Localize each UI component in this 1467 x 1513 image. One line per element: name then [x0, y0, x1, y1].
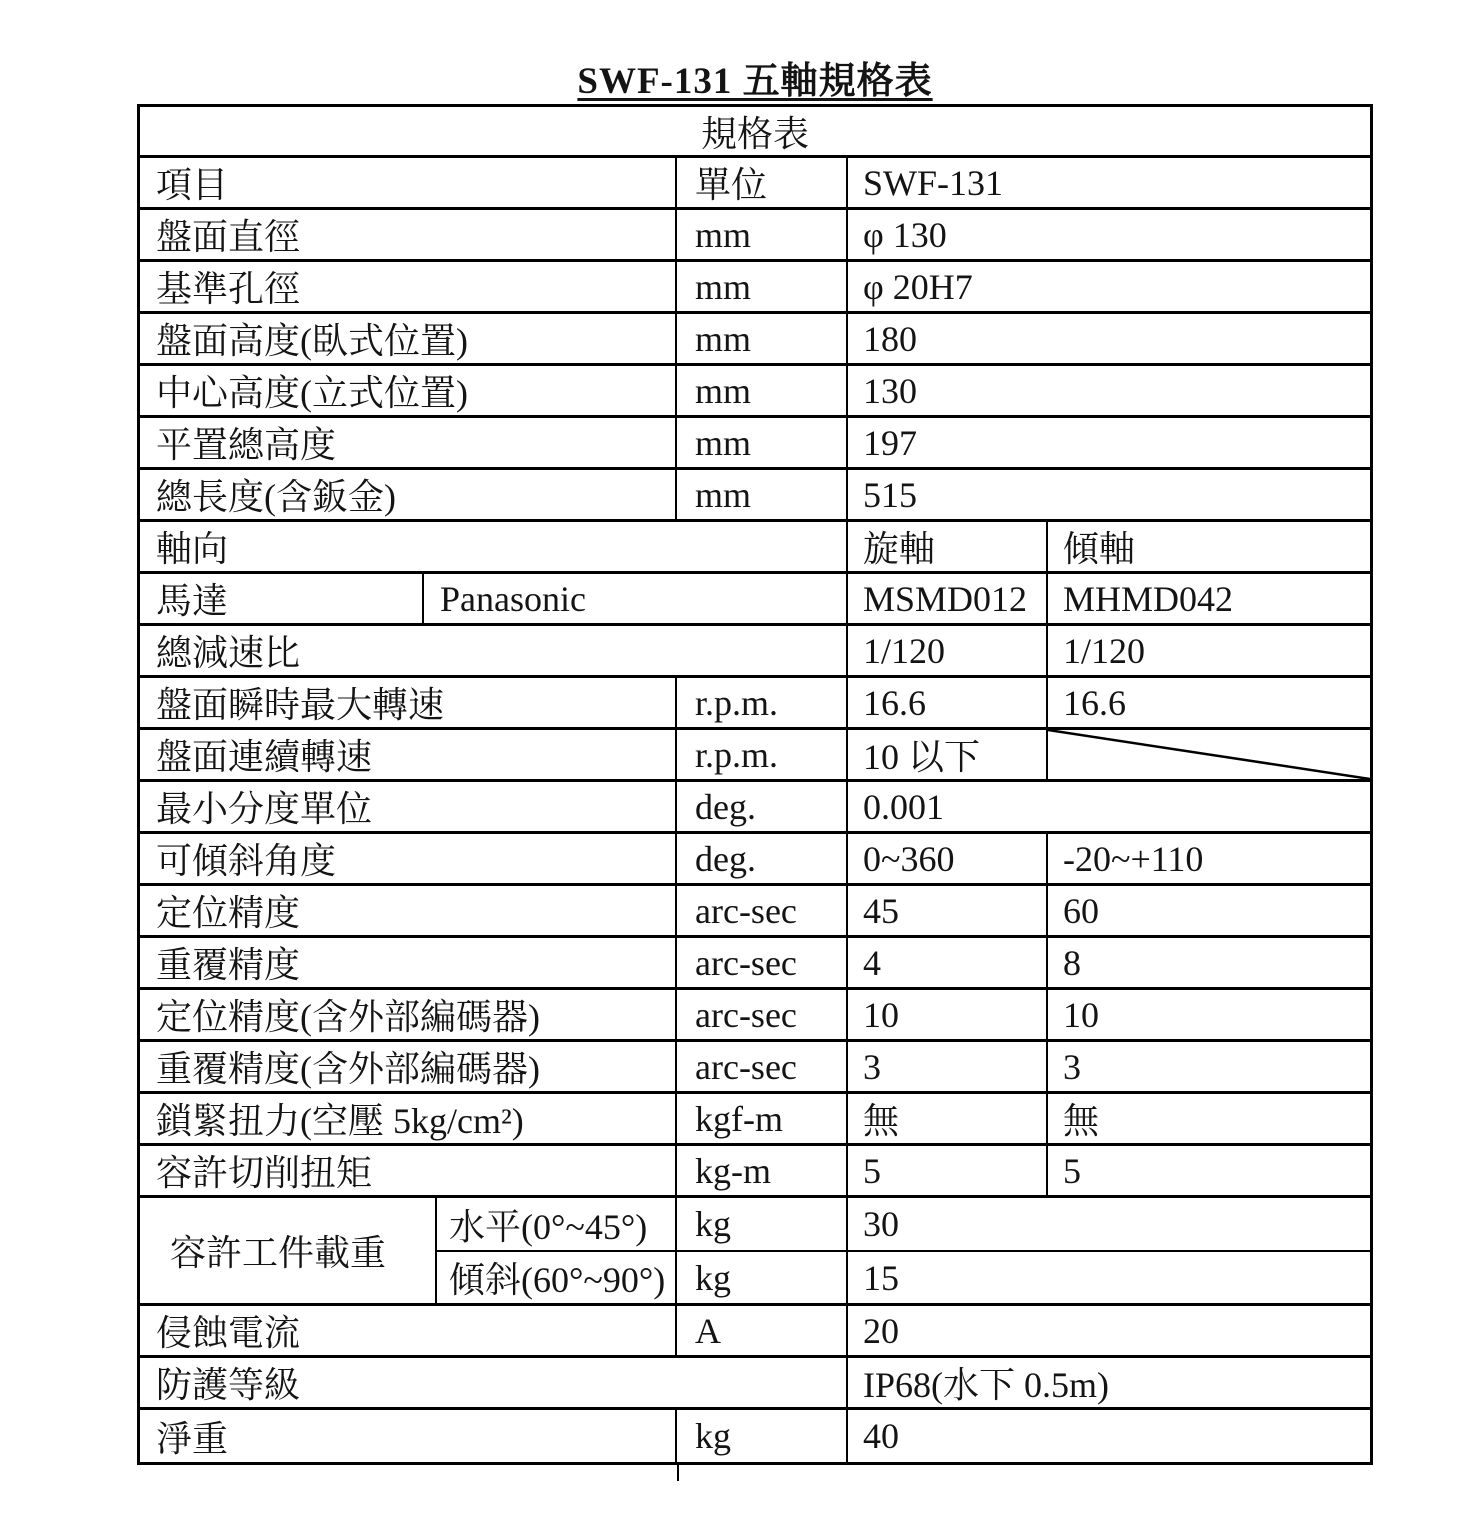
unit-cell: mm [677, 314, 848, 363]
table-row [140, 574, 1370, 626]
rotary-value-cell: 45 [848, 886, 1048, 935]
value-cell: φ 20H7 [863, 266, 973, 307]
tilt-value-cell: MHMD042 [1063, 578, 1234, 619]
unit-cell: kgf-m [677, 1094, 848, 1143]
value-cell: SWF-131 [863, 162, 1004, 203]
tilt-value-cell: 8 [1063, 942, 1081, 983]
item-label-cell: 中心高度(立式位置) [140, 366, 677, 415]
table-row [140, 782, 1370, 834]
spec-table [137, 104, 1373, 1465]
rotary-value-cell: 16.6 [848, 678, 1048, 727]
unit-cell: A [677, 1306, 848, 1355]
item-label-cell: 盤面連續轉速 [140, 730, 677, 779]
value-cell: 197 [863, 422, 917, 463]
tilt-value-cell: 60 [1063, 890, 1099, 931]
rotary-value-cell: 10 [848, 990, 1048, 1039]
table-row [140, 886, 1370, 938]
tilt-value-cell: 1/120 [1063, 630, 1146, 671]
tilt-value-cell: 16.6 [1063, 682, 1126, 723]
item-label-cell: 盤面高度(臥式位置) [140, 314, 677, 363]
unit-cell: mm [677, 366, 848, 415]
table-row [140, 366, 1370, 418]
unit-cell: r.p.m. [677, 678, 848, 727]
border-artifact [677, 1463, 679, 1481]
table-row [140, 470, 1370, 522]
unit-cell: kg [677, 1198, 848, 1250]
item-label-cell: 重覆精度 [140, 938, 677, 987]
table-row [140, 1042, 1370, 1094]
item-label-cell: 馬達 [140, 574, 424, 623]
rotary-value-cell: 無 [848, 1094, 1048, 1143]
item-label-cell: 平置總高度 [140, 418, 677, 467]
item-label-cell: 可傾斜角度 [140, 834, 677, 883]
rotary-value-cell: MSMD012 [848, 574, 1048, 623]
table-row [140, 1306, 1370, 1358]
diagonal-strike [1048, 730, 1370, 779]
table-row [140, 262, 1370, 314]
tilt-value-cell: 10 [1063, 994, 1099, 1035]
item-label-cell: 鎖緊扭力(空壓 5kg/cm²) [140, 1094, 677, 1143]
rotary-value-cell: 0~360 [848, 834, 1048, 883]
value-cell: 15 [863, 1257, 899, 1298]
item-label-cell: 重覆精度(含外部編碼器) [140, 1042, 677, 1091]
item-label-cell: 淨重 [140, 1410, 677, 1462]
item-label-cell: 盤面瞬時最大轉速 [140, 678, 677, 727]
table-header-cell: 規格表 [700, 113, 809, 154]
unit-cell: mm [677, 470, 848, 519]
unit-cell: arc-sec [677, 990, 848, 1039]
unit-cell: mm [677, 262, 848, 311]
unit-cell: mm [677, 418, 848, 467]
tilt-value-cell: 5 [1063, 1150, 1081, 1191]
table-subrow [437, 1252, 1370, 1303]
value-cell: φ 130 [863, 214, 947, 255]
table-row [140, 626, 1370, 678]
tilt-value-cell: -20~+110 [1063, 838, 1204, 879]
unit-cell: r.p.m. [677, 730, 848, 779]
table-row [140, 1198, 1370, 1306]
table-row [140, 107, 1370, 158]
value-cell: 40 [863, 1416, 899, 1456]
workpiece-load-subrows [437, 1198, 1370, 1303]
item-label-cell: 盤面直徑 [140, 210, 677, 259]
unit-cell: deg. [677, 782, 848, 831]
item-label-cell: 項目 [140, 158, 677, 207]
table-row [140, 158, 1370, 210]
unit-cell: kg [677, 1410, 848, 1462]
item-label-cell: 基準孔徑 [140, 262, 677, 311]
unit-cell: deg. [677, 834, 848, 883]
item-label-cell: 侵蝕電流 [140, 1306, 677, 1355]
unit-cell: kg [677, 1252, 848, 1303]
unit-cell: arc-sec [677, 886, 848, 935]
table-row [140, 418, 1370, 470]
item-label-cell: 防護等級 [140, 1358, 848, 1407]
rotary-value-cell: 10 以下 [848, 730, 1048, 779]
sub-item-label-cell: 水平(0°~45°) [437, 1198, 677, 1250]
page-title: SWF-131 五軸規格表 [577, 61, 933, 102]
table-row [140, 990, 1370, 1042]
table-row [140, 678, 1370, 730]
table-row [140, 834, 1370, 886]
item-label-cell: 定位精度 [140, 886, 677, 935]
rotary-value-cell: 1/120 [848, 626, 1048, 675]
item-label-cell: 容許切削扭矩 [140, 1146, 677, 1195]
value-cell: 515 [863, 474, 917, 515]
item-label-cell: 總減速比 [140, 626, 848, 675]
unit-cell: kg-m [677, 1146, 848, 1195]
table-subrow [437, 1198, 1370, 1252]
item-label-cell: 最小分度單位 [140, 782, 677, 831]
tilt-value-cell: 無 [1063, 1101, 1100, 1141]
sub-item-label-cell: 傾斜(60°~90°) [437, 1252, 677, 1303]
tilt-value-cell: 3 [1063, 1046, 1081, 1087]
item-label-cell: 容許工件載重 [140, 1198, 437, 1303]
brand-cell: Panasonic [424, 574, 848, 623]
tilt-axis-header-cell: 傾軸 [1063, 529, 1136, 569]
value-cell: 20 [863, 1310, 899, 1351]
table-row [140, 1146, 1370, 1198]
rotary-value-cell: 3 [848, 1042, 1048, 1091]
value-cell: 130 [863, 370, 917, 411]
rotary-axis-header-cell: 旋軸 [848, 522, 1048, 571]
rotary-value-cell: 4 [848, 938, 1048, 987]
item-label-cell: 定位精度(含外部編碼器) [140, 990, 677, 1039]
table-row [140, 522, 1370, 574]
rotary-value-cell: 5 [848, 1146, 1048, 1195]
unit-cell: arc-sec [677, 1042, 848, 1091]
table-row [140, 210, 1370, 262]
value-cell: 30 [863, 1204, 899, 1244]
table-row [140, 938, 1370, 990]
value-cell: IP68(水下 0.5m) [863, 1365, 1109, 1405]
table-row [140, 730, 1370, 782]
table-row [140, 314, 1370, 366]
value-cell: 180 [863, 318, 917, 359]
unit-cell: arc-sec [677, 938, 848, 987]
unit-cell: mm [677, 210, 848, 259]
table-row [140, 1358, 1370, 1410]
table-row [140, 1410, 1370, 1462]
unit-cell: 單位 [677, 158, 848, 207]
value-cell: 0.001 [863, 786, 944, 827]
item-label-cell: 總長度(含鈑金) [140, 470, 677, 519]
table-row [140, 1094, 1370, 1146]
item-label-cell: 軸向 [140, 522, 848, 571]
tilt-value-cell [1048, 730, 1370, 779]
